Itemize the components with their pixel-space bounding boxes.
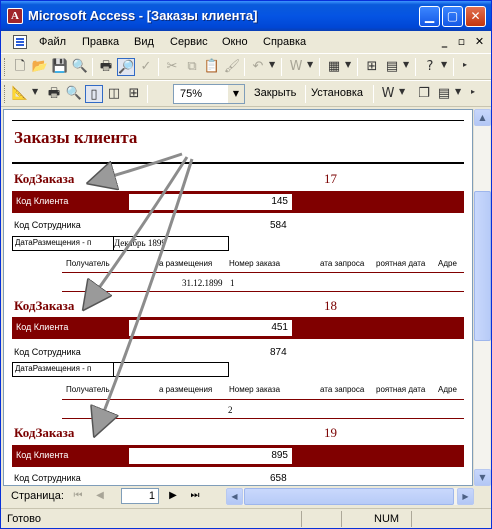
copy-icon[interactable]: ⧉ <box>187 59 197 74</box>
next-page-icon[interactable]: ▶ <box>169 490 177 501</box>
mdi-close-button[interactable]: ✕ <box>474 35 485 48</box>
toolbar-grip[interactable] <box>4 58 7 76</box>
status-bar <box>1 508 491 528</box>
toolbar-separator <box>158 58 159 76</box>
print-icon[interactable]: 🖶 <box>99 59 113 74</box>
page-number-input[interactable] <box>121 488 159 504</box>
print-preview-toolbar <box>1 80 491 107</box>
toolbar-grip[interactable] <box>4 85 7 103</box>
toolbar-options-icon[interactable]: ▸ <box>471 87 476 96</box>
window-title: Microsoft Access - [Заказы клиента] <box>28 8 258 23</box>
undo-icon[interactable]: ↶ <box>252 59 264 74</box>
close-icon: ✕ <box>470 9 481 23</box>
analyze-dropdown-arrow-icon[interactable]: ▼ <box>345 60 352 69</box>
toolbar-options-icon[interactable]: ▸ <box>463 60 468 69</box>
report-page <box>4 110 473 486</box>
help-icon[interactable]: ? <box>426 59 434 74</box>
menu-tools[interactable]: Сервис <box>170 36 208 48</box>
analyze-icon[interactable]: ▦ <box>327 59 341 74</box>
client-code-label: Код Клиента <box>16 196 69 206</box>
search-file-icon[interactable]: 🔍 <box>71 59 89 74</box>
close-button[interactable] <box>465 6 486 27</box>
close-preview-button[interactable]: Закрыть <box>254 87 297 99</box>
client-code-box <box>129 448 292 464</box>
toolbar-separator <box>415 58 416 76</box>
menu-help[interactable]: Справка <box>263 36 307 48</box>
col-address: Адре <box>438 259 457 268</box>
col-recipient: Получатель <box>66 259 110 268</box>
paste-icon[interactable]: 📋 <box>203 59 221 74</box>
date-field <box>12 236 229 251</box>
scroll-up-icon[interactable]: ▲ <box>474 109 491 126</box>
status-divider <box>411 511 412 527</box>
page-label: Страница: <box>11 490 64 502</box>
client-code-box <box>129 194 292 210</box>
page-setup-button[interactable]: Установка <box>311 87 363 99</box>
employee-code-label: Код Сотрудника <box>14 347 81 357</box>
relationships-icon[interactable]: ⊞ <box>366 59 378 74</box>
print-preview-icon[interactable]: 🔎 <box>118 60 135 75</box>
toolbar-separator <box>147 85 148 103</box>
page-number-value: 1 <box>148 490 155 502</box>
view-design-icon[interactable]: 📐 <box>11 86 29 101</box>
spelling-icon[interactable]: ✓ <box>140 59 152 74</box>
help-dropdown-arrow-icon[interactable]: ▼ <box>441 60 448 69</box>
report-document-icon[interactable] <box>13 35 27 49</box>
toolbar-separator <box>305 85 306 103</box>
employee-code-label: Код Сотрудника <box>14 220 81 230</box>
col-placement-date: а размещения <box>159 259 213 268</box>
col-request-date: ата запроса <box>320 259 365 268</box>
col-placement-date: а размещения <box>159 385 213 394</box>
col-address: Адре <box>438 385 457 394</box>
zoom-dropdown-arrow-icon[interactable]: ▼ <box>228 85 244 103</box>
first-page-icon[interactable]: ⏮ <box>73 490 83 501</box>
new-object-dropdown-arrow-icon[interactable]: ▼ <box>403 60 410 69</box>
previous-page-icon[interactable]: ◀ <box>96 490 104 501</box>
client-code-box <box>129 320 292 336</box>
zoom-icon[interactable]: 🔍 <box>65 86 83 101</box>
maximize-button[interactable] <box>442 6 463 27</box>
client-band <box>12 191 464 213</box>
employee-code-value: 658 <box>270 473 287 484</box>
employee-code-label: Код Сотрудника <box>14 473 81 483</box>
sub-date-value: 31.12.1899 <box>182 278 223 288</box>
new-object-dropdown-arrow-icon[interactable]: ▼ <box>455 87 462 96</box>
status-divider <box>341 511 342 527</box>
scroll-down-icon[interactable]: ▼ <box>474 469 491 486</box>
col-probable-date: роятная дата <box>376 385 426 394</box>
new-icon[interactable]: 🗋 <box>14 59 26 74</box>
vertical-scroll-thumb[interactable] <box>474 191 491 341</box>
page-navigation <box>1 486 491 506</box>
new-object-icon[interactable]: ▤ <box>385 59 399 74</box>
toolbar-separator <box>281 58 282 76</box>
subreport-line <box>62 272 464 273</box>
order-id-label: КодЗаказа <box>14 425 75 440</box>
scroll-left-icon[interactable]: ◀ <box>226 488 243 505</box>
horizontal-scroll-thumb[interactable] <box>244 488 454 505</box>
toolbar-separator <box>319 58 320 76</box>
order-id-label: КодЗаказа <box>14 171 75 186</box>
status-num: NUM <box>374 513 400 525</box>
standard-toolbar <box>1 53 491 80</box>
cut-icon[interactable]: ✂ <box>166 59 178 74</box>
view-dropdown-arrow-icon[interactable]: ▼ <box>32 87 39 96</box>
two-pages-icon[interactable]: ◫ <box>107 86 121 101</box>
order-id-value: 17 <box>324 171 337 186</box>
scroll-right-icon[interactable]: ▶ <box>457 488 474 505</box>
report-title: Заказы клиента <box>14 128 138 147</box>
date-divider <box>113 363 114 376</box>
mdi-restore-button[interactable]: ▫ <box>457 35 466 48</box>
col-probable-date: роятная дата <box>376 259 426 268</box>
office-links-icon[interactable]: W <box>381 86 395 101</box>
one-page-icon[interactable]: ▯ <box>85 85 103 103</box>
col-request-date: ата запроса <box>320 385 365 394</box>
office-links-dropdown-arrow-icon[interactable]: ▼ <box>307 60 314 69</box>
col-order-number: Номер заказа <box>229 385 281 394</box>
horizontal-scrollbar[interactable] <box>226 488 474 505</box>
maximize-icon: ▢ <box>446 9 459 23</box>
office-links-icon[interactable]: W <box>289 59 303 74</box>
header-top-line <box>12 120 464 121</box>
client-code-value: 895 <box>271 450 288 461</box>
access-key-icon[interactable]: A <box>7 8 23 24</box>
zoom-value: 75% <box>180 88 203 100</box>
subreport-line <box>62 291 464 292</box>
subreport-line <box>62 418 464 419</box>
toolbar-separator <box>244 58 245 76</box>
subreport-line <box>62 399 464 400</box>
last-page-icon[interactable]: ⏭ <box>190 490 200 501</box>
new-object-icon[interactable]: ▤ <box>437 86 451 101</box>
mdi-minimize-button[interactable]: _ <box>441 35 448 48</box>
database-window-icon[interactable]: ❐ <box>418 86 430 101</box>
save-icon[interactable]: 💾 <box>51 59 69 74</box>
vertical-scrollbar[interactable] <box>473 109 490 486</box>
employee-code-value: 584 <box>270 220 287 231</box>
client-band <box>12 317 464 339</box>
client-code-label: Код Клиента <box>16 450 69 460</box>
menu-file[interactable]: Файл <box>39 36 67 48</box>
status-ready: Готово <box>7 513 41 525</box>
open-icon[interactable]: 📂 <box>31 59 49 74</box>
undo-dropdown-arrow-icon[interactable]: ▼ <box>269 60 276 69</box>
menu-view[interactable]: Вид <box>134 36 154 48</box>
report-preview-area[interactable] <box>3 109 473 486</box>
client-band <box>12 445 464 467</box>
format-painter-icon[interactable]: 🖌 <box>223 59 241 74</box>
order-id-label: КодЗаказа <box>14 298 75 313</box>
menu-window[interactable]: Окно <box>222 36 248 48</box>
client-code-value: 145 <box>271 196 288 207</box>
order-id-value: 19 <box>324 425 337 440</box>
col-recipient: Получатель <box>66 385 110 394</box>
minimize-icon: ▁ <box>424 9 435 23</box>
menu-bar <box>1 31 491 53</box>
date-field <box>12 362 229 377</box>
toolbar-separator <box>453 58 454 76</box>
toolbar-separator <box>373 85 374 103</box>
header-bottom-line <box>12 162 464 164</box>
minimize-button[interactable] <box>419 6 440 27</box>
zoom-select[interactable] <box>173 84 245 104</box>
title-bar <box>1 1 491 31</box>
sub-number-value: 2 <box>228 405 233 415</box>
client-code-value: 451 <box>271 322 288 333</box>
sub-number-value: 1 <box>230 278 235 288</box>
toolbar-separator <box>92 58 93 76</box>
menu-edit[interactable]: Правка <box>82 36 120 48</box>
client-code-label: Код Клиента <box>16 322 69 332</box>
order-id-value: 18 <box>324 298 337 313</box>
toolbar-separator <box>357 58 358 76</box>
date-label: ДатаРазмещения - п <box>15 238 92 247</box>
date-label: ДатаРазмещения - п <box>15 364 92 373</box>
multiple-pages-icon[interactable]: ⊞ <box>128 86 140 101</box>
print-icon[interactable]: 🖶 <box>47 86 61 101</box>
status-divider <box>301 511 302 527</box>
employee-code-value: 874 <box>270 347 287 358</box>
office-links-dropdown-arrow-icon[interactable]: ▼ <box>399 87 406 96</box>
date-value: Декабрь 1899 <box>114 238 166 248</box>
col-order-number: Номер заказа <box>229 259 281 268</box>
